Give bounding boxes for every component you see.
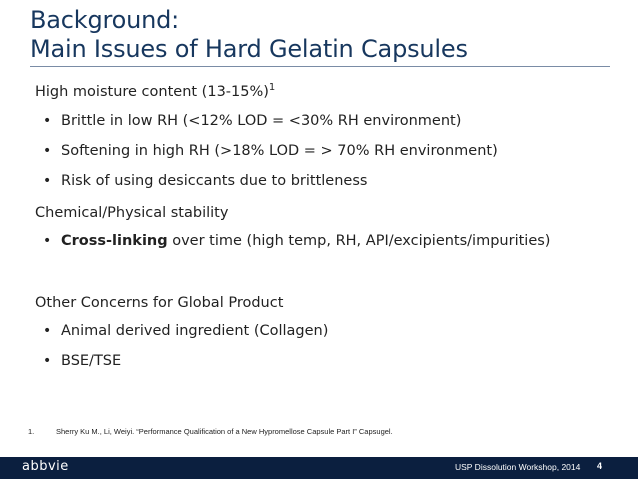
bullet-text: over time (high temp, RH, API/excipients/impurities) (167, 233, 551, 249)
bullet-text: BSE/TSE (61, 353, 122, 369)
title-divider (30, 66, 610, 67)
bullet-text: Risk of using desiccants due to brittleness (61, 173, 368, 189)
slide-title-line-2: Main Issues of Hard Gelatin Capsules (30, 35, 468, 63)
list-item (35, 166, 625, 196)
list-item (35, 346, 625, 376)
section-heading: Other Concerns for Global Product (35, 295, 284, 311)
bullet-text: Brittle in low RH (<12% LOD = <30% RH environment) (61, 113, 462, 129)
list-item (35, 316, 625, 346)
bullet-glyph: • (43, 143, 52, 159)
bullet-glyph: • (43, 113, 52, 129)
list-item (35, 106, 625, 136)
footnote-number: 1. (28, 427, 35, 436)
slide-title (30, 6, 468, 64)
bullet-list (35, 106, 625, 196)
heading-text: High moisture content (13-15%) (35, 84, 269, 100)
bullet-glyph: • (43, 323, 52, 339)
slide-body (35, 76, 625, 376)
slide-title-line-1: Background: (30, 6, 180, 34)
section-moisture (35, 76, 625, 196)
list-item (35, 226, 625, 256)
footnote (28, 427, 393, 436)
list-item (35, 136, 625, 166)
bullet-text: Animal derived ingredient (Collagen) (61, 323, 329, 339)
page-number: 4 (597, 461, 603, 471)
section-stability (35, 200, 625, 256)
footer-event-text: USP Dissolution Workshop, 2014 (455, 462, 581, 472)
section-heading (35, 76, 625, 106)
abbvie-logo: abbvie (22, 459, 69, 474)
bullet-glyph: • (43, 233, 52, 249)
footnote-ref: 1 (268, 82, 276, 93)
footnote-text: Sherry Ku M., Li, Weiyi. “Performance Qualification of a New Hypromellose Capsule Part I” Capsugel. (56, 427, 393, 436)
section-global (35, 290, 625, 376)
bullet-list (35, 226, 625, 256)
section-heading: Chemical/Physical stability (35, 205, 229, 221)
bullet-glyph: • (43, 353, 52, 369)
footer-bar (0, 457, 638, 479)
bullet-bold-term: Cross-linking (61, 233, 168, 249)
bullet-list (35, 316, 625, 376)
bullet-text: Softening in high RH (>18% LOD = > 70% RH environment) (61, 143, 498, 159)
bullet-glyph: • (43, 173, 52, 189)
